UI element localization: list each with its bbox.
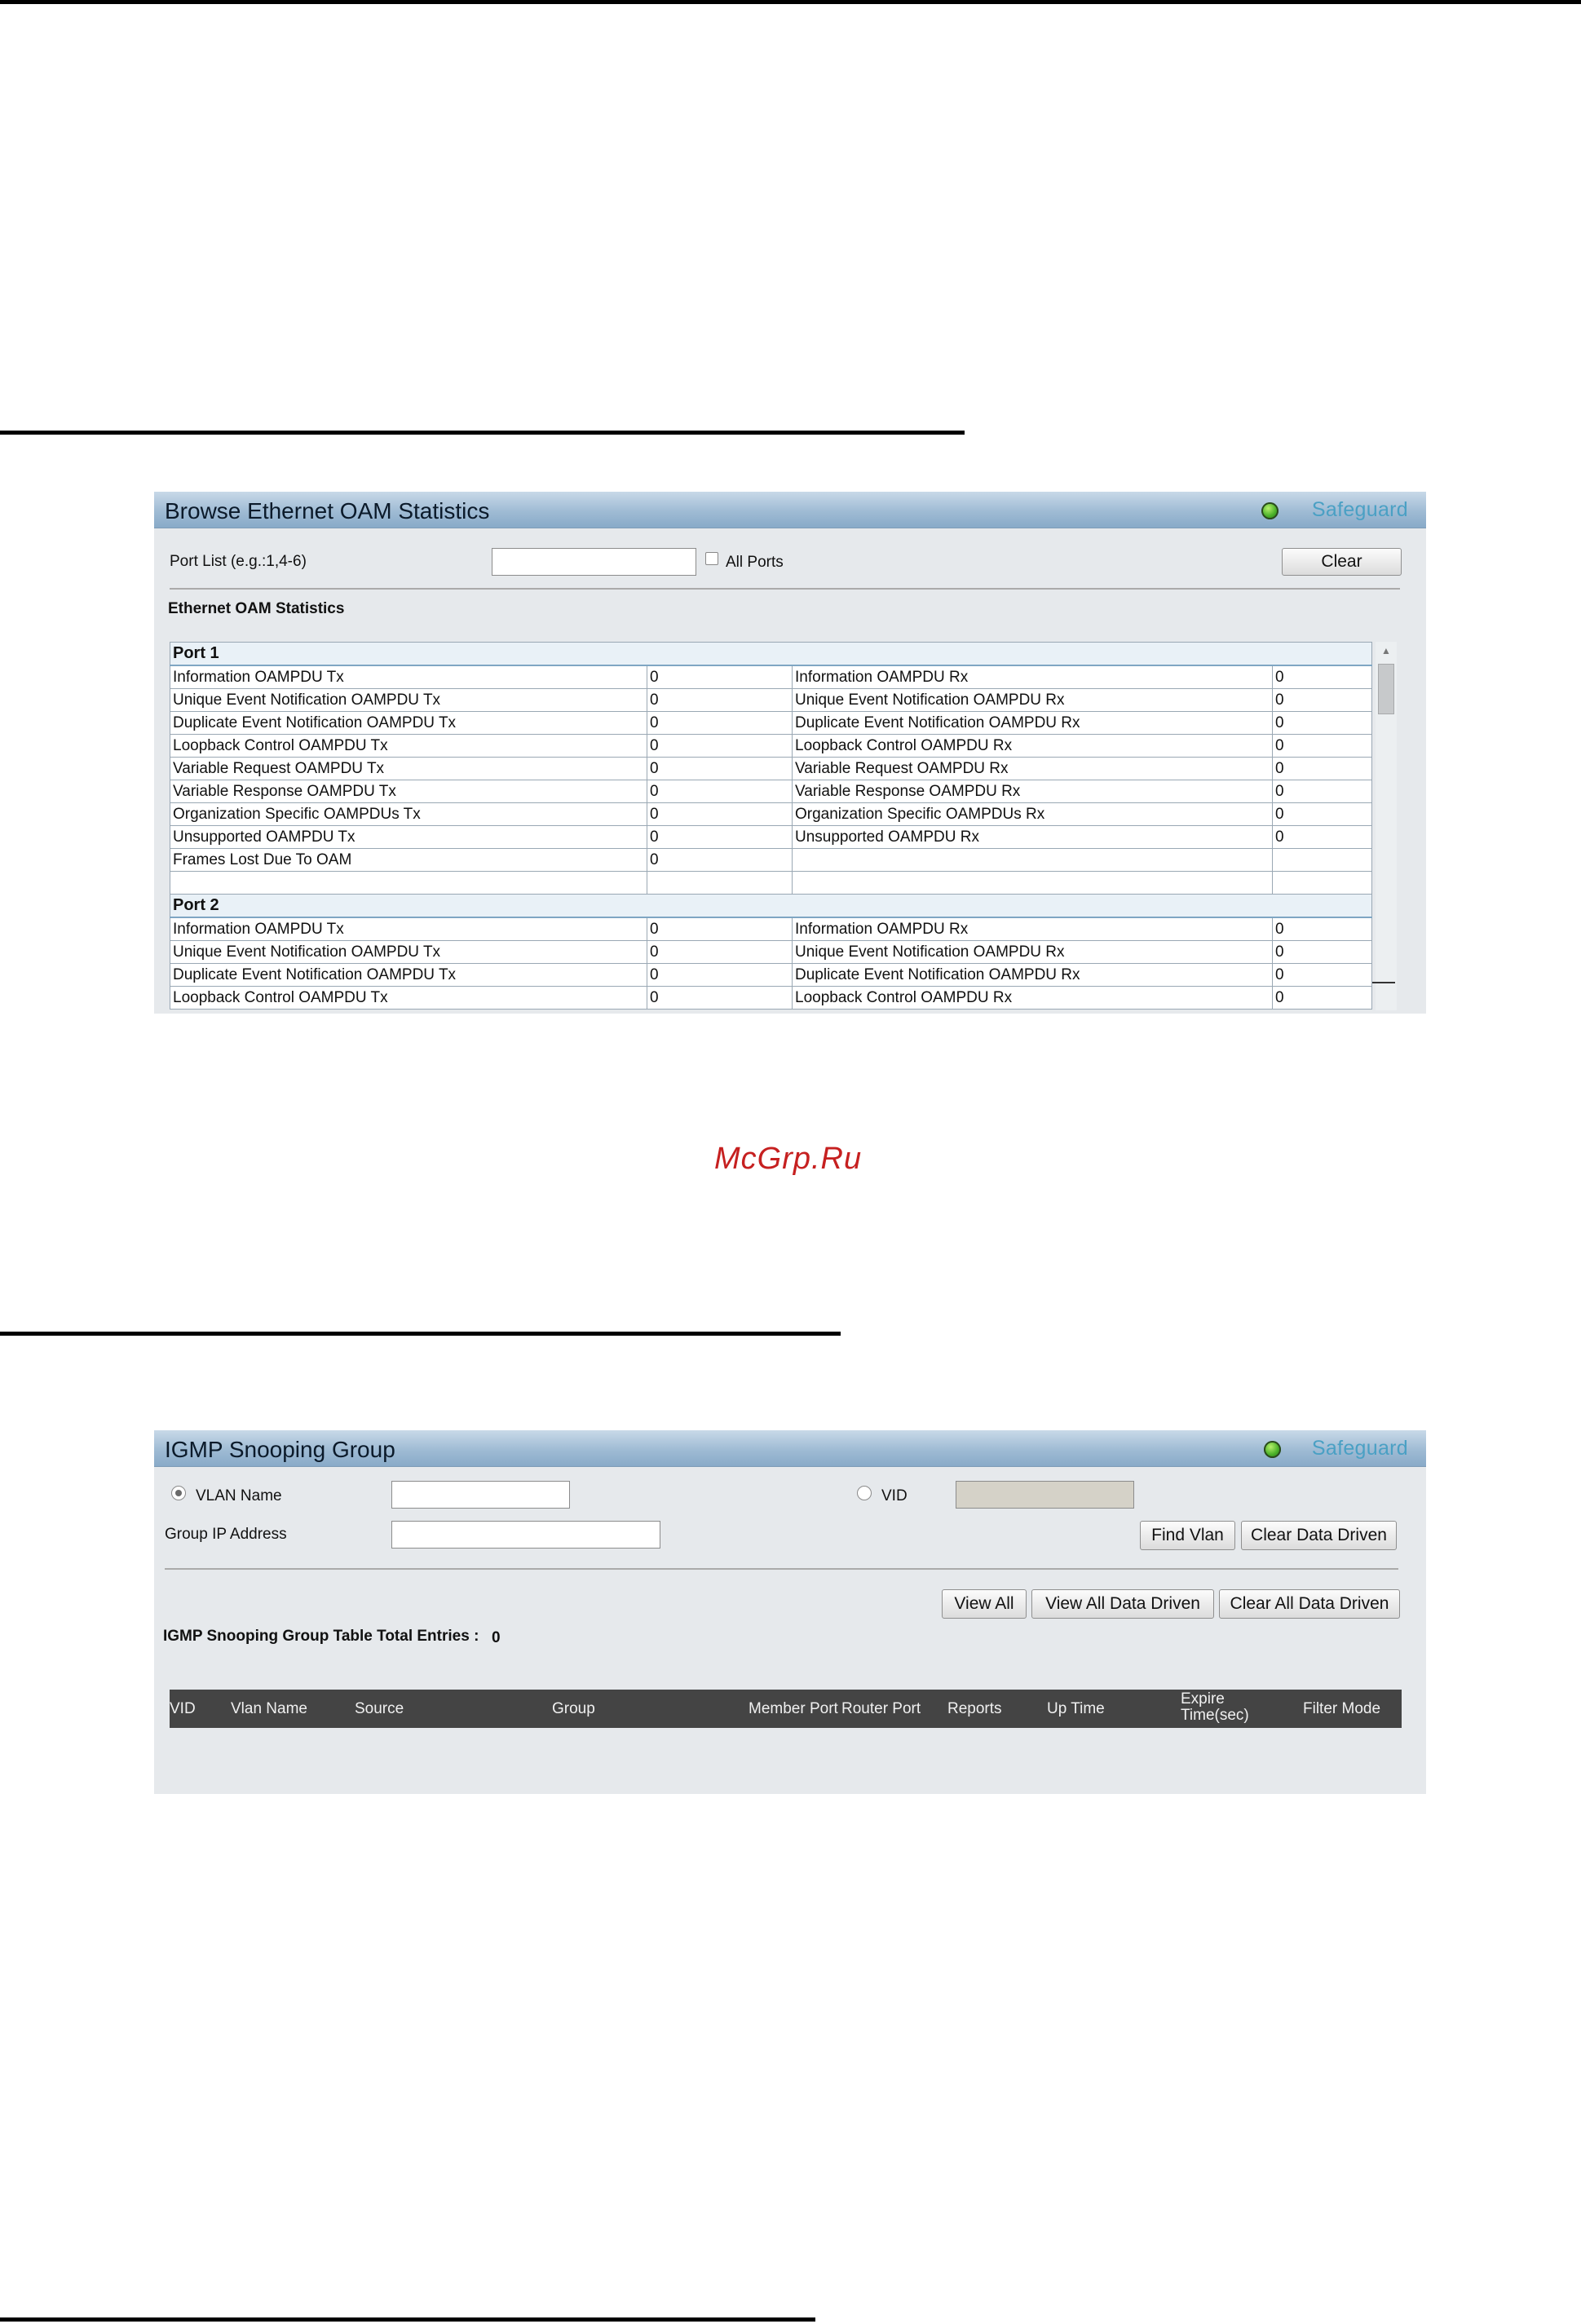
- tx-counter-label: [170, 872, 647, 895]
- rx-counter-value: 0: [1273, 803, 1372, 826]
- scroll-thumb[interactable]: [1378, 664, 1394, 714]
- rx-counter-value: 0: [1273, 689, 1372, 712]
- tx-counter-value: 0: [647, 849, 793, 872]
- igmp-panel-header: [154, 1430, 1426, 1467]
- tx-counter-value: 0: [647, 689, 793, 712]
- rx-counter-label: [793, 849, 1273, 872]
- rx-counter-value: 0: [1273, 826, 1372, 849]
- col-vid: VID: [170, 1700, 196, 1717]
- stats-scrollbar[interactable]: [1376, 642, 1397, 1010]
- top-rule: [0, 0, 1581, 4]
- table-row: [170, 758, 1372, 780]
- port-name: Port 1: [170, 643, 1372, 666]
- vid-input[interactable]: [956, 1481, 1134, 1509]
- oam-statistics-panel: [154, 492, 1426, 1014]
- tx-counter-value: 0: [647, 941, 793, 964]
- tx-counter-label: Unique Event Notification OAMPDU Tx: [170, 941, 647, 964]
- safeguard-label: Safeguard: [1311, 498, 1408, 521]
- tx-counter-label: Variable Response OAMPDU Tx: [170, 780, 647, 803]
- section-rule-1: [0, 431, 965, 435]
- rx-counter-label: Organization Specific OAMPDUs Rx: [793, 803, 1273, 826]
- table-row: [170, 964, 1372, 987]
- section-title: Ethernet OAM Statistics: [168, 600, 345, 617]
- tx-counter-value: 0: [647, 964, 793, 987]
- rx-counter-value: [1273, 849, 1372, 872]
- table-row: [170, 803, 1372, 826]
- tx-counter-label: Organization Specific OAMPDUs Tx: [170, 803, 647, 826]
- tx-counter-label: Information OAMPDU Tx: [170, 665, 647, 689]
- rx-counter-label: Variable Response OAMPDU Rx: [793, 780, 1273, 803]
- igmp-panel-title: IGMP Snooping Group: [165, 1437, 395, 1462]
- vid-label: VID: [881, 1487, 908, 1504]
- rx-counter-value: 0: [1273, 758, 1372, 780]
- col-up-time: Up Time: [1047, 1700, 1105, 1717]
- section-rule-3: [0, 2317, 815, 2322]
- tx-counter-label: Variable Request OAMPDU Tx: [170, 758, 647, 780]
- rx-counter-label: Information OAMPDU Rx: [793, 665, 1273, 689]
- vlan-name-radio[interactable]: [171, 1486, 186, 1500]
- clear-all-data-driven-button[interactable]: Clear All Data Driven: [1219, 1589, 1400, 1619]
- tx-counter-label: Duplicate Event Notification OAMPDU Tx: [170, 964, 647, 987]
- col-source: Source: [355, 1700, 404, 1717]
- total-entries-value: 0: [492, 1629, 501, 1646]
- tx-counter-value: 0: [647, 826, 793, 849]
- clear-button[interactable]: Clear: [1282, 548, 1402, 576]
- tx-counter-value: 0: [647, 712, 793, 735]
- tx-counter-label: Unique Event Notification OAMPDU Tx: [170, 689, 647, 712]
- col-expire-time: Expire Time(sec): [1181, 1690, 1249, 1724]
- col-reports: Reports: [947, 1700, 1002, 1717]
- tx-counter-value: 0: [647, 665, 793, 689]
- total-entries-label: IGMP Snooping Group Table Total Entries :: [163, 1628, 479, 1645]
- group-ip-input[interactable]: [391, 1521, 660, 1549]
- table-row: [170, 712, 1372, 735]
- rx-counter-label: [793, 872, 1273, 895]
- view-all-data-driven-button[interactable]: View All Data Driven: [1031, 1589, 1214, 1619]
- rx-counter-value: 0: [1273, 917, 1372, 941]
- table-row: [170, 735, 1372, 758]
- tx-counter-value: 0: [647, 735, 793, 758]
- igmp-table-header: [170, 1690, 1402, 1728]
- rx-counter-value: [1273, 872, 1372, 895]
- table-row: [170, 665, 1372, 689]
- vlan-name-input[interactable]: [391, 1481, 570, 1509]
- rx-counter-label: Unique Event Notification OAMPDU Rx: [793, 941, 1273, 964]
- watermark: McGrp.Ru: [714, 1142, 863, 1176]
- rx-counter-label: Information OAMPDU Rx: [793, 917, 1273, 941]
- table-row: [170, 826, 1372, 849]
- col-group: Group: [552, 1700, 595, 1717]
- rx-counter-label: Loopback Control OAMPDU Rx: [793, 735, 1273, 758]
- tx-counter-value: 0: [647, 758, 793, 780]
- rx-counter-value: 0: [1273, 735, 1372, 758]
- rx-counter-label: Loopback Control OAMPDU Rx: [793, 987, 1273, 1010]
- tx-counter-value: 0: [647, 917, 793, 941]
- all-ports-label: All Ports: [726, 554, 784, 571]
- tx-counter-label: Loopback Control OAMPDU Tx: [170, 735, 647, 758]
- igmp-separator: [165, 1568, 1398, 1570]
- col-router-port: Router Port: [841, 1700, 921, 1717]
- rx-counter-label: Unique Event Notification OAMPDU Rx: [793, 689, 1273, 712]
- tx-counter-label: Frames Lost Due To OAM: [170, 849, 647, 872]
- group-ip-label: Group IP Address: [165, 1526, 287, 1543]
- section-rule-2: [0, 1332, 841, 1336]
- rx-counter-value: 0: [1273, 964, 1372, 987]
- port-header-row: [170, 643, 1372, 666]
- oam-panel-header: [154, 492, 1426, 528]
- safeguard-led-icon: [1264, 1441, 1281, 1458]
- view-all-button[interactable]: View All: [942, 1589, 1027, 1619]
- scroll-up-icon[interactable]: ▲: [1381, 645, 1391, 656]
- rx-counter-label: Variable Request OAMPDU Rx: [793, 758, 1273, 780]
- tx-counter-value: [647, 872, 793, 895]
- table-row: [170, 987, 1372, 1010]
- rx-counter-label: Duplicate Event Notification OAMPDU Rx: [793, 964, 1273, 987]
- rx-counter-label: Duplicate Event Notification OAMPDU Rx: [793, 712, 1273, 735]
- tx-counter-value: 0: [647, 780, 793, 803]
- rx-counter-value: 0: [1273, 941, 1372, 964]
- col-member-port: Member Port: [749, 1700, 838, 1717]
- table-row: [170, 941, 1372, 964]
- table-row: [170, 872, 1372, 895]
- all-ports-checkbox[interactable]: [705, 552, 718, 565]
- tx-counter-label: Duplicate Event Notification OAMPDU Tx: [170, 712, 647, 735]
- col-filter-mode: Filter Mode: [1303, 1700, 1381, 1717]
- vid-radio[interactable]: [857, 1486, 872, 1500]
- oam-statistics-table: [170, 642, 1372, 1010]
- port-name: Port 2: [170, 895, 1372, 918]
- tx-counter-label: Information OAMPDU Tx: [170, 917, 647, 941]
- rx-counter-value: 0: [1273, 987, 1372, 1010]
- scroll-marker: [1372, 982, 1395, 983]
- oam-separator: [170, 588, 1400, 590]
- rx-counter-value: 0: [1273, 712, 1372, 735]
- rx-counter-label: Unsupported OAMPDU Rx: [793, 826, 1273, 849]
- safeguard-led-icon: [1261, 502, 1278, 519]
- igmp-snooping-panel: [154, 1430, 1426, 1794]
- tx-counter-value: 0: [647, 987, 793, 1010]
- safeguard-label: Safeguard: [1311, 1437, 1408, 1460]
- tx-counter-value: 0: [647, 803, 793, 826]
- tx-counter-label: Unsupported OAMPDU Tx: [170, 826, 647, 849]
- rx-counter-value: 0: [1273, 665, 1372, 689]
- port-list-input[interactable]: [492, 548, 696, 576]
- table-row: [170, 780, 1372, 803]
- table-row: [170, 689, 1372, 712]
- table-row: [170, 917, 1372, 941]
- port-header-row: [170, 895, 1372, 918]
- col-vlan-name: Vlan Name: [231, 1700, 307, 1717]
- port-list-label: Port List (e.g.:1,4-6): [170, 553, 307, 570]
- vlan-name-label: VLAN Name: [196, 1487, 282, 1504]
- find-vlan-button[interactable]: Find Vlan: [1140, 1521, 1235, 1550]
- oam-panel-title: Browse Ethernet OAM Statistics: [165, 498, 490, 524]
- table-row: [170, 849, 1372, 872]
- clear-data-driven-button[interactable]: Clear Data Driven: [1241, 1521, 1397, 1550]
- rx-counter-value: 0: [1273, 780, 1372, 803]
- tx-counter-label: Loopback Control OAMPDU Tx: [170, 987, 647, 1010]
